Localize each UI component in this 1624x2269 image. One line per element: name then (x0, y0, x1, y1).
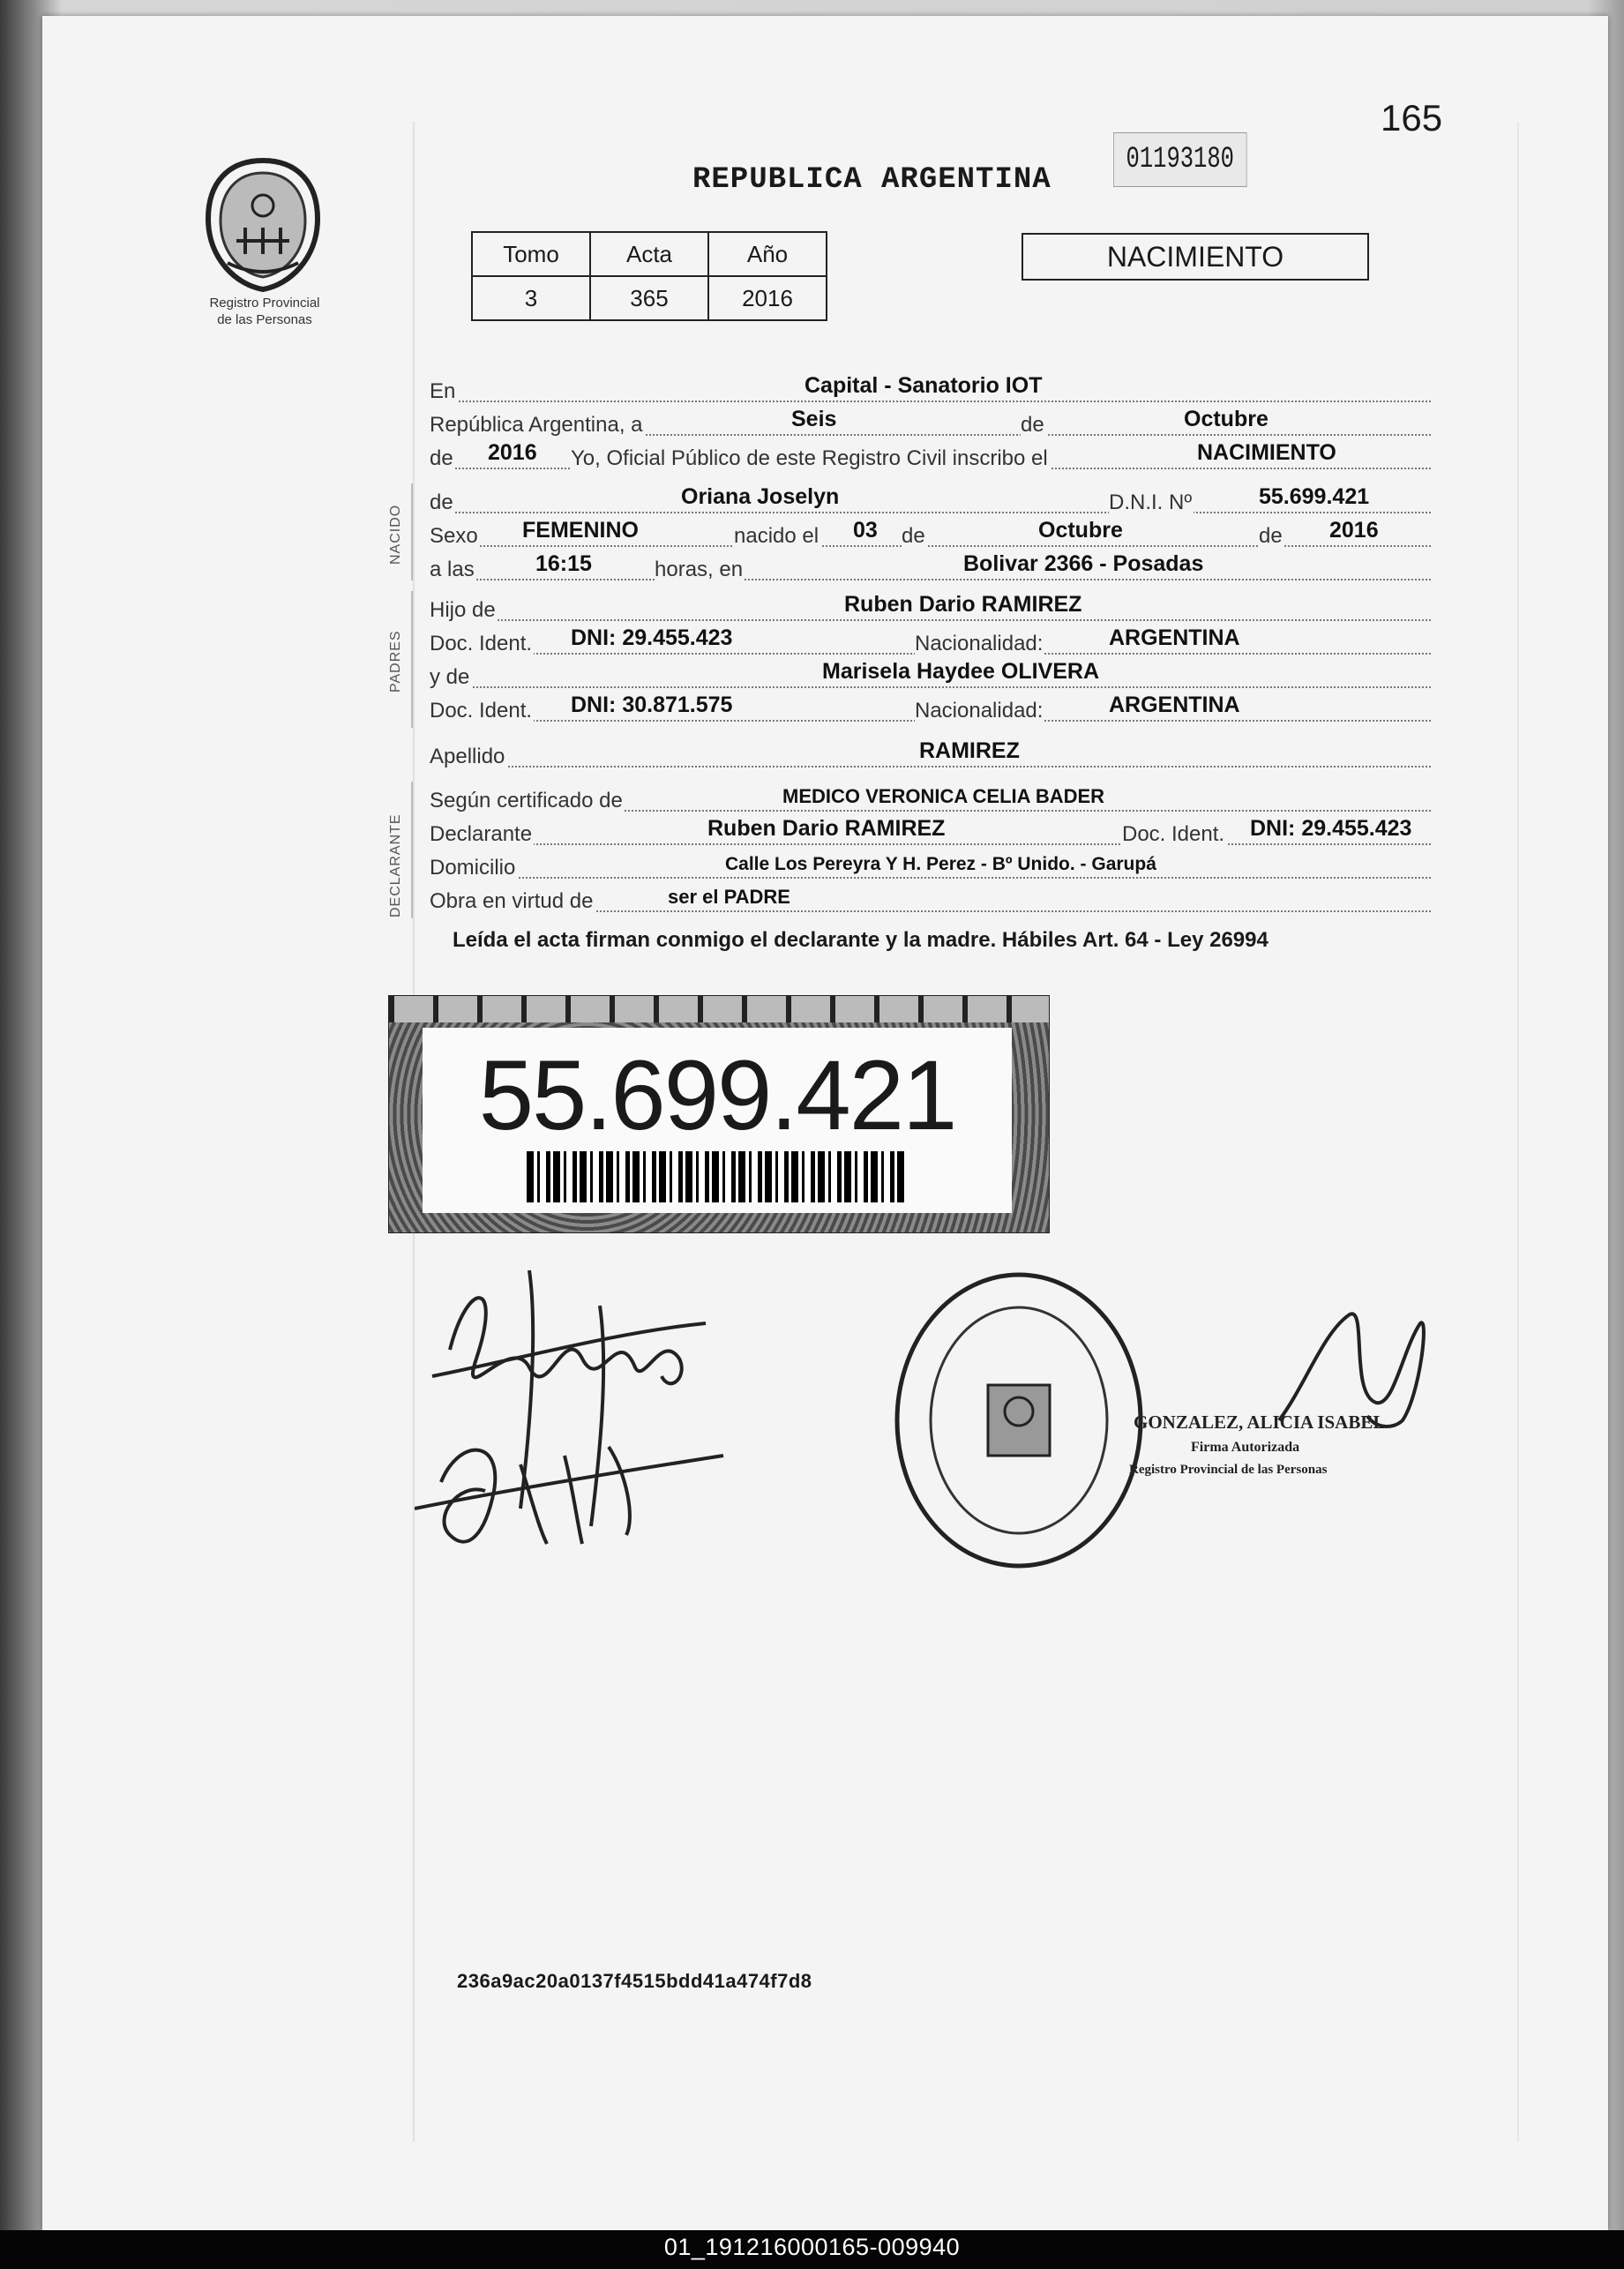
table-cell: 3 (472, 276, 590, 320)
row-padre (430, 591, 1431, 621)
field-value-certificado: MEDICO VERONICA CELIA BADER (782, 785, 1105, 807)
field-label: Según certificado de (430, 789, 623, 812)
field-value-declarante: Ruben Dario RAMIREZ (707, 816, 946, 841)
document-title: REPUBLICA ARGENTINA (692, 163, 1051, 197)
field-value-padre-nac: ARGENTINA (1109, 625, 1240, 650)
declarante-signature-icon (415, 1226, 741, 1579)
row-republica (430, 406, 1431, 436)
field-label: de (430, 490, 453, 514)
table-header-cell: Acta (590, 232, 708, 276)
field-label: En (430, 379, 456, 403)
field-value-declarante-doc: DNI: 29.455.423 (1250, 816, 1412, 841)
field-value-nacido-mes: Octubre (1038, 518, 1123, 543)
row-padre-doc (430, 625, 1431, 655)
field-value-domicilio: Calle Los Pereyra Y H. Perez - Bº Unido. - Garupá (725, 854, 1156, 874)
row-hora (430, 550, 1431, 580)
row-madre (430, 658, 1431, 688)
field-value-inscribo: NACIMIENTO (1197, 440, 1336, 465)
stamp-pattern (389, 996, 1049, 1022)
field-label: Declarante (430, 822, 533, 846)
field-value-hora: 16:15 (535, 551, 592, 576)
row-en (430, 372, 1431, 402)
id-stamp-number: 55.699.421 (478, 1040, 956, 1150)
row-certificado (430, 782, 1431, 812)
row-inscribo (430, 439, 1431, 469)
field-value-padre: Ruben Dario RAMIREZ (844, 592, 1082, 617)
field-value-nombre: Oriana Joselyn (681, 484, 840, 509)
field-value-dni: 55.699.421 (1259, 484, 1370, 509)
official-role: Firma Autorizada (1191, 1440, 1300, 1455)
field-label: Sexo (430, 524, 478, 548)
field-value-obra: ser el PADRE (668, 886, 790, 908)
row-nombre (430, 483, 1431, 513)
field-label: Nacionalidad: (915, 632, 1044, 655)
field-label: Yo, Oficial Público de este Registro Civil inscribo el (571, 446, 1048, 470)
row-declarante (430, 815, 1431, 845)
serial-number: 01193180 (1113, 132, 1247, 187)
row-sexo (430, 517, 1431, 547)
row-madre-doc (430, 692, 1431, 722)
stamp-label (423, 1028, 1012, 1213)
seal-caption-line: Registro Provincial (209, 296, 320, 311)
field-label: a las (430, 558, 475, 581)
official-name: GONZALEZ, ALICIA ISABEL (1134, 1412, 1386, 1433)
side-label-padres: PADRES (388, 630, 403, 693)
official-round-seal-icon (891, 1270, 1147, 1570)
field-label: horas, en (655, 558, 744, 581)
official-office: Registro Provincial de las Personas (1129, 1463, 1328, 1477)
field-label: de (902, 524, 925, 548)
seal-caption (181, 295, 348, 328)
row-domicilio (430, 849, 1431, 879)
field-label: y de (430, 665, 470, 689)
field-value-padre-doc: DNI: 29.455.423 (571, 625, 733, 650)
table-cell: 365 (590, 276, 708, 320)
field-value-nacido-anio: 2016 (1329, 518, 1379, 543)
field-value-dia: Seis (791, 407, 837, 431)
field-label: nacido el (734, 524, 819, 548)
section-divider (411, 782, 413, 918)
field-label: Hijo de (430, 598, 496, 622)
page-number: 165 (1381, 97, 1443, 139)
registry-table (471, 231, 827, 321)
field-label: de (430, 446, 453, 470)
table-row (472, 276, 827, 320)
field-label: Nacionalidad: (915, 699, 1044, 723)
provincial-seal-icon (201, 157, 325, 294)
field-label: D.N.I. Nº (1109, 490, 1193, 514)
field-value-madre: Marisela Haydee OLIVERA (822, 659, 1100, 684)
table-header-cell: Tomo (472, 232, 590, 276)
table-header-cell: Año (708, 232, 827, 276)
field-value-en: Capital - Sanatorio IOT (805, 373, 1043, 398)
document-hash: 236a9ac20a0137f4515bdd41a474f7d8 (457, 1970, 812, 1992)
seal-caption-line: de las Personas (217, 312, 312, 327)
field-label: República Argentina, a (430, 413, 643, 437)
field-label: de (1021, 413, 1044, 437)
table-header-row (472, 232, 827, 276)
field-value-madre-doc: DNI: 30.871.575 (571, 693, 733, 717)
barcode-icon (527, 1151, 906, 1202)
id-number-stamp (388, 995, 1050, 1233)
side-label-nacido: NACIDO (388, 504, 403, 565)
closing-statement: Leída el acta firman conmigo el declarante y la madre. Hábiles Art. 64 - Ley 26994 (453, 928, 1269, 952)
table-cell: 2016 (708, 276, 827, 320)
side-label-declarante: DECLARANTE (388, 813, 403, 917)
row-obra (430, 882, 1431, 912)
field-value-apellido: RAMIREZ (919, 738, 1020, 763)
field-label: Doc. Ident. (430, 632, 533, 655)
field-label: Apellido (430, 745, 505, 768)
field-value-mes: Octubre (1184, 407, 1269, 431)
field-label: de (1259, 524, 1283, 548)
field-label: Domicilio (430, 856, 516, 880)
field-value-sexo: FEMENINO (522, 518, 639, 543)
scan-footer-id: 01_191216000165-009940 (663, 2234, 961, 2260)
row-apellido (430, 738, 1431, 768)
section-divider (411, 483, 413, 580)
field-value-lugar: Bolivar 2366 - Posadas (963, 551, 1204, 576)
field-label: Obra en virtud de (430, 889, 594, 913)
field-value-madre-nac: ARGENTINA (1109, 693, 1240, 717)
record-type-box: NACIMIENTO (1022, 233, 1369, 281)
field-label: Doc. Ident. (430, 699, 533, 723)
field-label: Doc. Ident. (1122, 822, 1225, 846)
field-value-anio: 2016 (488, 440, 537, 465)
section-divider (411, 591, 413, 728)
field-value-nacido-dia: 03 (853, 518, 878, 543)
